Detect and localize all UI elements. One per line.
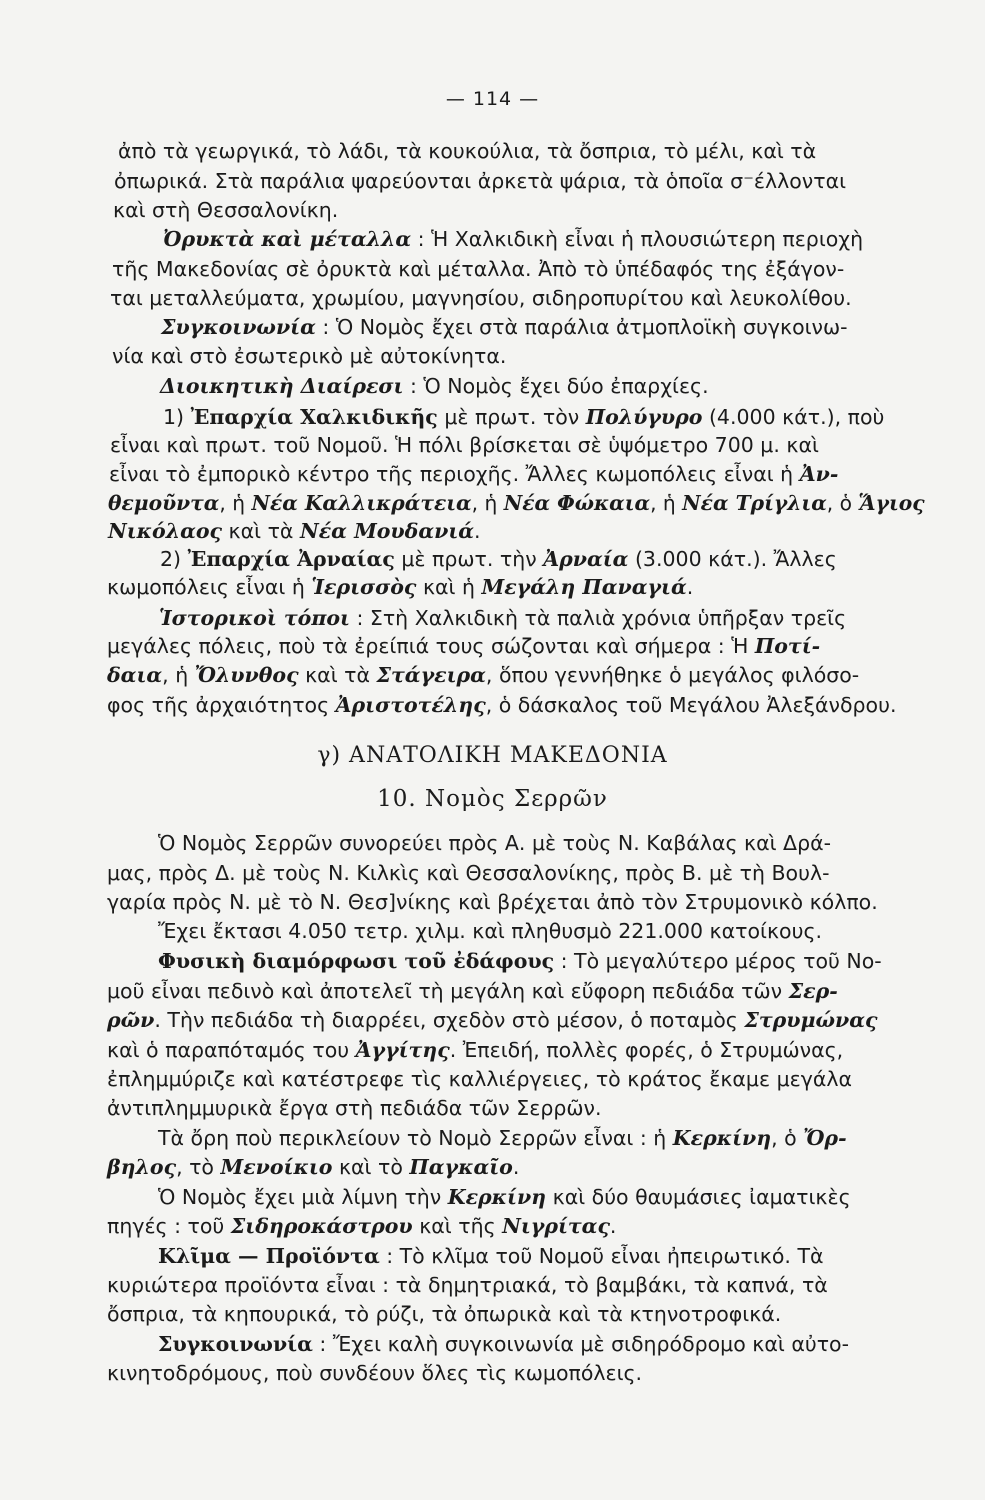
text-line: φος τῆς ἀρχαιότητος Ἀριστοτέλης, ὁ δάσκαλος τοῦ Μεγάλου Ἀλεξάνδρου. xyxy=(107,693,897,717)
text-line: μεγάλες πόλεις, ποὺ τὰ ἐρείπιά τους σώζονται καὶ σήμερα : Ἡ Ποτί- xyxy=(107,634,821,658)
prefecture-heading: 10. Νομὸς Σερρῶν xyxy=(377,786,608,812)
section-label: Συγκοινωνία xyxy=(158,1332,313,1356)
text-line: δαια, ἡ Ὄλυνθος καὶ τὰ Στάγειρα, ὅπου γεννήθηκε ὁ μεγάλος φιλόσο- xyxy=(107,663,860,687)
text-line: κυριώτερα προϊόντα εἶναι : τὰ δημητριακά, τὸ βαμβάκι, τὰ καπνά, τὰ xyxy=(107,1273,828,1297)
text-line: κινητοδρόμους, ποὺ συνδέουν ὅλες τὶς κωμοπόλεις. xyxy=(107,1361,643,1385)
paragraph-communication-2: Συγκοινωνία : Ἔχει καλὴ συγκοινωνία μὲ σιδηρόδρομο καὶ αὐτο- xyxy=(158,1332,849,1356)
text-line: ὄσπρια, τὰ κηπουρικά, τὸ ρύζι, τὰ ὀπωρικὰ καὶ τὰ κτηνοτροφικά. xyxy=(107,1302,782,1326)
paragraph-mountains: Τὰ ὄρη ποὺ περικλείουν τὸ Νομὸ Σερρῶν εἶναι : ἡ Κερκίνη, ὁ Ὄρ- xyxy=(158,1126,847,1150)
region-heading: γ) ΑΝΑΤΟΛΙΚΗ ΜΑΚΕΔΟΝΙΑ xyxy=(317,743,668,768)
text-line: ρῶν. Τὴν πεδιάδα τὴ διαρρέει, σχεδὸν στὸ μέσον, ὁ ποταμὸς Στρυμώνας xyxy=(107,1008,878,1032)
page-number: — 114 — xyxy=(445,88,540,110)
province-1: 1) Ἐπαρχία Χαλκιδικῆς μὲ πρωτ. τὸν Πολύγυρο (4.000 κάτ.), ποὺ xyxy=(163,405,885,429)
text-line: ἀντιπλημμυρικὰ ἔργα στὴ πεδιάδα τῶν Σερρῶν. xyxy=(107,1096,602,1120)
text-line: μας, πρὸς Δ. μὲ τοὺς Ν. Κιλκὶς καὶ Θεσσαλονίκης, πρὸς Β. μὲ τὴ Βουλ- xyxy=(107,861,830,885)
paragraph-minerals: Ὀρυκτὰ καὶ μέταλλα : Ἡ Χαλκιδικὴ εἶναι ἡ πλουσιώτερη περιοχὴ xyxy=(163,227,864,251)
paragraph-communication: Συγκοινωνία : Ὁ Νομὸς ἔχει στὰ παράλια ἀτμοπλοϊκὴ συγκοινω- xyxy=(161,315,848,339)
text-line: βηλος, τὸ Μενοίκιο καὶ τὸ Παγκαῖο. xyxy=(107,1155,520,1179)
text-line: γαρία πρὸς Ν. μὲ τὸ Ν. Θεσ]νίκης καὶ βρέχεται ἀπὸ τὸν Στρυμονικὸ κόλπο. xyxy=(107,890,878,914)
text-line: θεμοῦντα, ἡ Νέα Καλλικράτεια, ἡ Νέα Φώκαια, ἡ Νέα Τρίγλια, ὁ Ἅγιος xyxy=(108,491,925,515)
paragraph-physical: Φυσικὴ διαμόρφωσι τοῦ ἐδάφους : Τὸ μεγαλύτερο μέρος τοῦ Νο- xyxy=(158,949,882,973)
section-label: Διοικητικὴ Διαίρεσι xyxy=(160,374,404,398)
section-label: Κλῖμα — Προϊόντα xyxy=(158,1244,380,1268)
section-label: Ἱστορικοὶ τόποι xyxy=(159,606,350,630)
paragraph-history: Ἱστορικοὶ τόποι : Στὴ Χαλκιδικὴ τὰ παλιὰ χρόνια ὑπῆρξαν τρεῖς xyxy=(159,606,847,630)
text-line: ται μεταλλεύματα, χρωμίου, μαγνησίου, σιδηροπυρίτου καὶ λευκολίθου. xyxy=(110,286,852,310)
text-line: Νικόλαος καὶ τὰ Νέα Μουδανιά. xyxy=(108,519,481,543)
text-line: τῆς Μακεδονίας σὲ ὀρυκτὰ καὶ μέταλλα. Ἀπὸ τὸ ὑπέδαφός της ἐξάγον- xyxy=(112,257,845,281)
section-label: Φυσικὴ διαμόρφωσι τοῦ ἐδάφους xyxy=(158,949,555,973)
text-line: ἀπὸ τὰ γεωργικά, τὸ λάδι, τὰ κουκούλια, τὰ ὄσπρια, τὸ μέλι, καὶ τὰ xyxy=(118,139,817,163)
section-label: Συγκοινωνία xyxy=(161,315,316,339)
text-line: Ἔχει ἔκτασι 4.050 τετρ. χιλμ. καὶ πληθυσμὸ 221.000 κατοίκους. xyxy=(158,919,823,943)
text-line: Ὁ Νομὸς Σερρῶν συνορεύει πρὸς Α. μὲ τοὺς Ν. Καβάλας καὶ Δρά- xyxy=(158,831,831,855)
text-line: πηγές : τοῦ Σιδηροκάστρου καὶ τῆς Νιγρίτας. xyxy=(107,1214,617,1238)
section-label: Ὀρυκτὰ καὶ μέταλλα xyxy=(163,227,412,251)
text-line: καὶ ὁ παραπόταμός του Ἀγγίτης. Ἐπειδή, πολλὲς φορές, ὁ Στρυμώνας, xyxy=(107,1038,844,1062)
text-line: νία καὶ στὸ ἐσωτερικὸ μὲ αὐτοκίνητα. xyxy=(112,344,507,368)
paragraph-climate: Κλῖμα — Προϊόντα : Τὸ κλῖμα τοῦ Νομοῦ εἶναι ἠπειρωτικό. Τὰ xyxy=(158,1244,824,1268)
text-line: κωμοπόλεις εἶναι ἡ Ἱερισσὸς καὶ ἡ Μεγάλη Παναγιά. xyxy=(107,575,694,599)
text-line: εἶναι τὸ ἐμπορικὸ κέντρο τῆς περιοχῆς. Ἄλλες κωμοπόλεις εἶναι ἡ Ἀν- xyxy=(109,462,839,486)
text-line: καὶ στὴ Θεσσαλονίκη. xyxy=(113,198,339,222)
paragraph-administration: Διοικητικὴ Διαίρεσι : Ὁ Νομὸς ἔχει δύο ἐπαρχίες. xyxy=(160,374,709,398)
province-2: 2) Ἐπαρχία Ἀρναίας μὲ πρωτ. τὴν Ἀρναία (3.000 κάτ.). Ἄλλες xyxy=(160,547,837,571)
text-line: μοῦ εἶναι πεδινὸ καὶ ἀποτελεῖ τὴ μεγάλη καὶ εὔφορη πεδιάδα τῶν Σερ- xyxy=(107,979,838,1003)
text-line: εἶναι καὶ πρωτ. τοῦ Νομοῦ. Ἡ πόλι βρίσκεται σὲ ὑψόμετρο 700 μ. καὶ xyxy=(110,433,819,457)
paragraph-lake: Ὁ Νομὸς ἔχει μιὰ λίμνη τὴν Κερκίνη καὶ δύο θαυμάσιες ἰαματικὲς xyxy=(158,1185,851,1209)
text-line: ὀπωρικά. Στὰ παράλια ψαρεύονται ἀρκετὰ ψάρια, τὰ ὁποῖα σ⁻έλλονται xyxy=(114,169,847,193)
text-line: ἐπλημμύριζε καὶ κατέστρεφε τὶς καλλιέργειες, τὸ κράτος ἔκαμε μεγάλα xyxy=(107,1067,852,1091)
